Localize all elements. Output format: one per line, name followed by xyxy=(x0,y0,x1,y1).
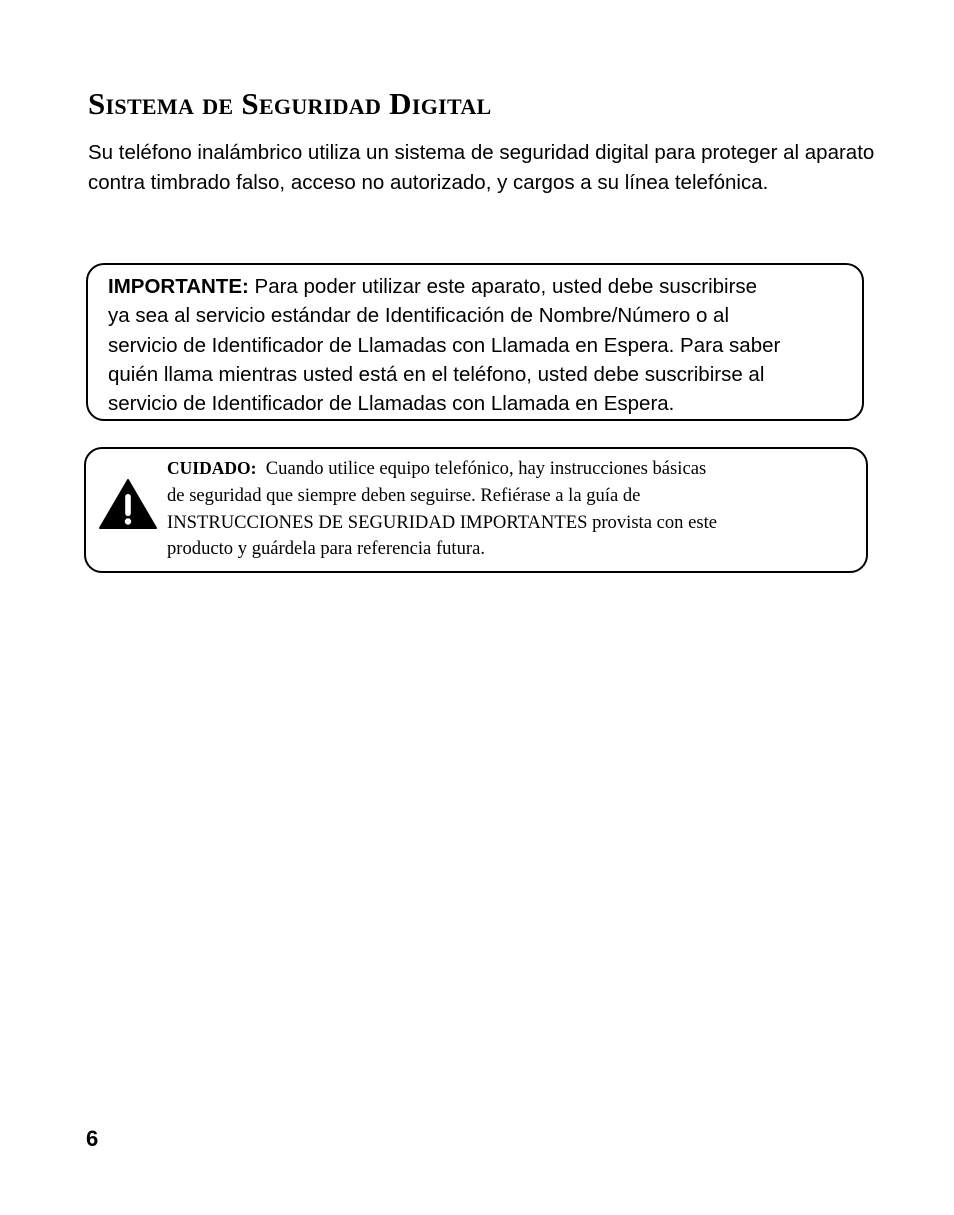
caution-line-2: de seguridad que siempre deben seguirse. Refiérase a la guía de xyxy=(167,484,641,506)
important-line-1 xyxy=(108,272,873,301)
important-line-2: ya sea al servicio estándar de Identificación de Nombre/Número o al xyxy=(108,304,730,328)
important-notice-text xyxy=(108,272,873,418)
caution-notice-text xyxy=(167,455,857,563)
page-number: 6 xyxy=(86,1126,99,1151)
important-line-3: servicio de Identificador de Llamadas con Llamada en Espera. Para saber xyxy=(108,333,781,357)
page-title: Sistema de Seguridad Digital xyxy=(88,86,492,121)
caution-line-1-text: Cuando utilice equipo telefónico, hay instrucciones básicas xyxy=(256,458,707,479)
important-label: IMPORTANTE: xyxy=(108,275,249,298)
caution-label: CUIDADO: xyxy=(167,458,257,478)
caution-line-3: INSTRUCCIONES DE SEGURIDAD IMPORTANTES provista con este xyxy=(167,511,718,533)
caution-line-4: producto y guárdela para referencia futura. xyxy=(167,538,485,560)
warning-triangle-icon xyxy=(98,478,158,530)
intro-paragraph: Su teléfono inalámbrico utiliza un sistema de seguridad digital para proteger al aparato contra timbrado falso, acceso no autorizado, y cargos a su línea telefónica. xyxy=(88,141,875,194)
caution-line-1 xyxy=(167,455,857,483)
important-line-1-text: Para poder utilizar este aparato, usted debe suscribirse xyxy=(248,275,758,298)
important-notice-box xyxy=(86,263,864,421)
important-line-4: quién llama mientras usted está en el teléfono, usted debe suscribirse al xyxy=(108,362,765,386)
caution-notice-box xyxy=(84,447,868,573)
important-line-5: servicio de Identificador de Llamadas con Llamada en Espera. xyxy=(108,392,675,416)
